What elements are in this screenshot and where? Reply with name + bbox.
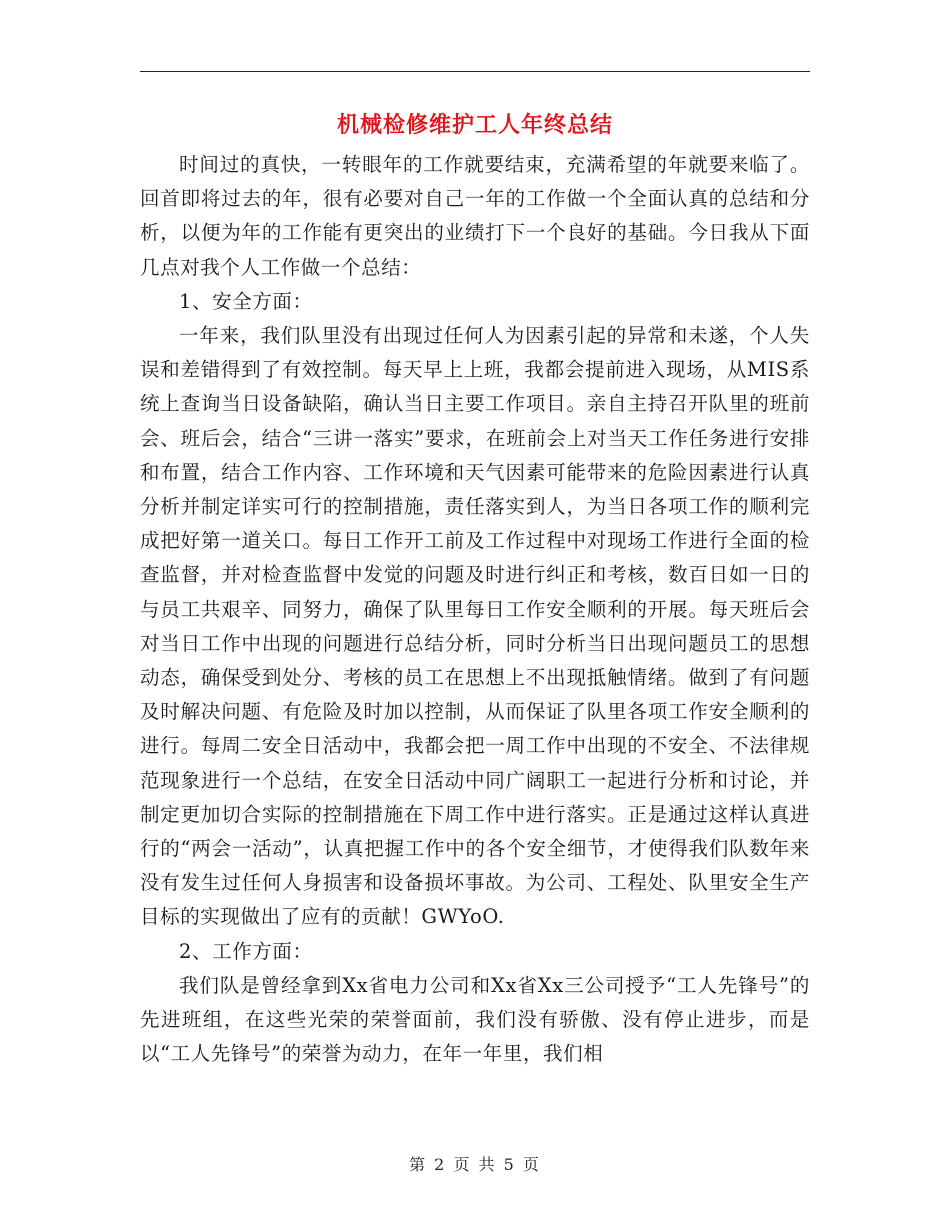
header-rule xyxy=(140,71,810,72)
document-title: 机械检修维护工人年终总结 xyxy=(336,112,613,138)
intro-paragraph: 时间过的真快，一转眼年的工作就要结束，充满希望的年就要来临了。回首即将过去的年，很有必要对自己一年的工作做一个全面认真的总结和分析，以便为年的工作能有更突出的业绩打下一个良好的基础。今日我从下面几点对我个人工作做一个总结： xyxy=(140,153,810,279)
safety-paragraph: 一年来，我们队里没有出现过任何人为因素引起的异常和未遂，个人失误和差错得到了有效控制。每天早上上班，我都会提前进入现场，从MIS系统上查询当日设备缺陷，确认当日主要工作项目。亲自主持召开队里的班前会、班后会，结合“三讲一落实”要求，在班前会上对当天工作任务进行安排和布置，结合工作内容、工作环境和天气因素可能带来的危险因素进行认真分析并制定详实可行的控制措施，责任落实到人，为当日各项工作的顺利完成把好第一道关口。每日工作开工前及工作过程中对现场工作进行全面的检查监督，并对检查监督中发觉的问题及时进行纠正和考核，数百日如一日的与员工共艰辛、同努力，确保了队里每日工作安全顺利的开展。每天班后会对当日工作中出现的问题进行总结分析，同时分析当日出现问题员工的思想动态，确保受到处分、考核的员工在思想上不出现抵触情绪。做到了有问题及时解决问题、有危险及时加以控制，从而保证了队里各项工作安全顺利的进行。每周二安全日活动中，我都会把一周工作中出现的不安全、不法律规范现象进行一个总结，在安全日活动中同广阔职工一起进行分析和讨论，并制定更加切合实际的控制措施在下周工作中进行落实。正是通过这样认真进行的“两会一活动”，认真把握工作中的各个安全细节，才使得我们队数年来没有发生过任何人身损害和设备损坏事故。为公司、工程处、队里安全生产目标的实现做出了应有的贡献！GWYoO. xyxy=(140,324,810,929)
document-body xyxy=(140,148,810,1071)
section-heading-work: 2、工作方面： xyxy=(179,939,313,963)
work-paragraph: 我们队是曾经拿到Xx省电力公司和Xx省Xx三公司授予“工人先锋号”的先进班组，在这些光荣的荣誉面前，我们没有骄傲、没有停止进步，而是以“工人先锋号”的荣誉为动力，在年一年里，我们相 xyxy=(140,973,810,1066)
page-number-footer: 第 2 页 共 5 页 xyxy=(409,1155,541,1174)
section-heading-safety: 1、安全方面： xyxy=(179,289,313,313)
